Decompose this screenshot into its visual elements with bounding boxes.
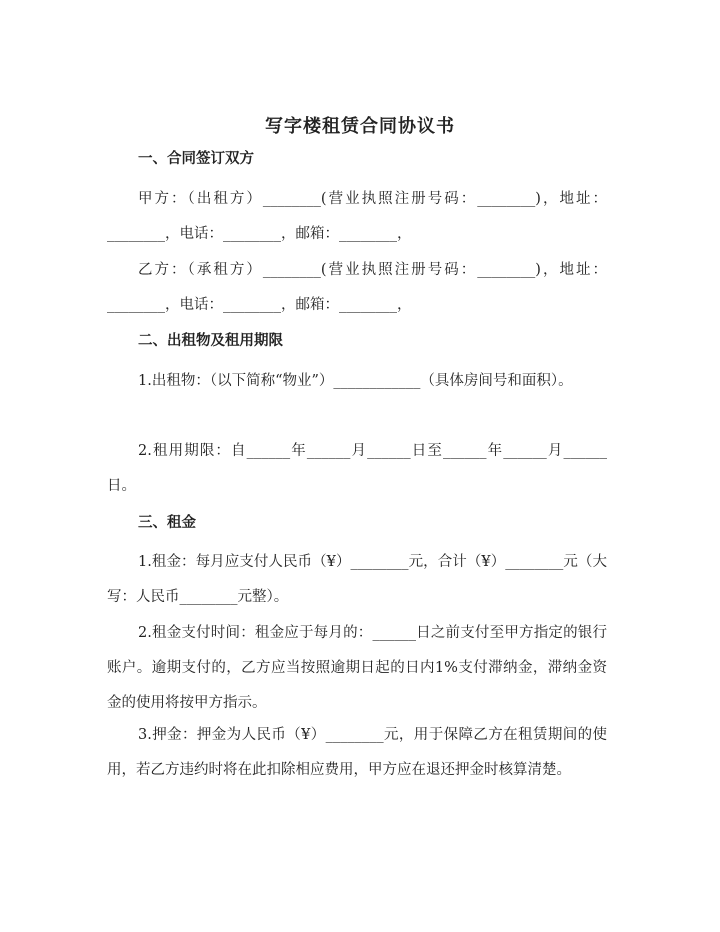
section-heading-rent: 三、租金 [138,514,196,531]
paragraph-party-a: 甲方：（出租方）________(营业执照注册号码：________)，地址：________，电话：________，邮箱：________， [107,191,607,242]
paragraph-deposit: 3.押金：押金为人民币（¥）________元，用于保障乙方在租赁期间的使用，若乙方违约时将在此扣除相应费用，甲方应在退还押金时核算清楚。 [107,727,607,778]
document-title: 写字楼租赁合同协议书 [265,116,455,137]
paragraph-payment-time: 2.租金支付时间：租金应于每月的：______日之前支付至甲方指定的银行账户。逾期支付的，乙方应当按照逾期日起的日内1%支付滞纳金，滞纳金资金的使用将按甲方指示。 [107,625,607,711]
section-heading-parties: 一、合同签订双方 [138,150,254,167]
paragraph-party-b: 乙方：（承租方）________(营业执照注册号码：________)，地址：________，电话：________，邮箱：________， [107,262,607,313]
section-heading-property-term: 二、出租物及租用期限 [138,332,283,349]
paragraph-property: 1.出租物：（以下简称“物业”）____________（具体房间号和面积）。 [138,373,573,389]
paragraph-term: 2.租用期限：自______年______月______日至______年______月______日。 [107,443,607,494]
paragraph-rent-amount: 1.租金：每月应支付人民币（¥）________元，合计（¥）________元（大写：人民币________元整）。 [107,554,607,605]
